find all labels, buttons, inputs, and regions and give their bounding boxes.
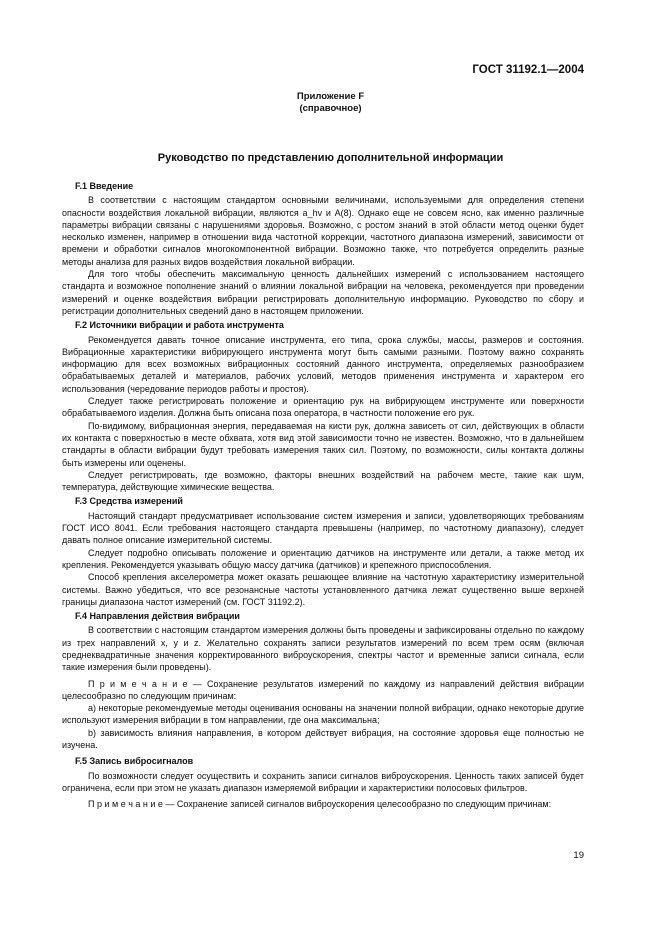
section-heading: F.2 Источники вибрации и работа инструмента bbox=[75, 320, 284, 331]
paragraph: Рекомендуется давать точное описание инструмента, его типа, срока службы, массы, размеров и состояния. Вибрационные характеристики вибрирующего инструмента могут быть самыми разными. Поэтому важно сохранять информацию для всех возможных вибрационных состояний данного инструмента, определяемых разнообразием обрабатываемых деталей и материалов, рабочих условий, методов применения инструмента и характером его использования (чередование периодов работы и простоя). bbox=[62, 334, 584, 394]
list-item: b) зависимость влияния направления, в котором действует вибрация, на состояние здоровья еще полностью не изучена. bbox=[62, 727, 584, 751]
paragraph: По возможности следует осуществить и сохранить записи сигналов виброускорения. Ценность таких записей будет ограничена, если при этом не указать диапазон измеряемой вибрации и характеристики полосовых фильтров. bbox=[62, 770, 584, 793]
appendix-header bbox=[0, 91, 661, 115]
appendix-title: Приложение F bbox=[296, 91, 365, 102]
section-heading: F.1 Введение bbox=[75, 181, 134, 191]
main-title: Руководство по представлению дополнительной информации bbox=[157, 152, 504, 164]
section-heading: F.3 Средства измерений bbox=[75, 496, 183, 507]
note: П р и м е ч а н и е — Сохранение результатов измерений по каждому из направлений действия вибрации целесообразно по следующим причинам: bbox=[62, 678, 584, 701]
list-item: a) некоторые рекомендуемые методы оценивания основаны на значении полной вибрации, однако некоторые другие используют измерения вибрации в том направлении, где она максимальна; bbox=[62, 703, 584, 726]
paragraph: По-видимому, вибрационная энергия, передаваемая на кисти рук, должна зависеть от сил, действующих в области их контакта с поверхностью в месте обхвата, хотя вид этой зависимости точно не известен. Возможно, что в дальнейшем стандарты в области вибрации будут требовать измерения таких сил. Поэтому, по возможности, силы контакта должны быть измерены или оценены. bbox=[62, 420, 584, 468]
paragraph: Следует регистрировать, где возможно, факторы внешних воздействий на рабочем месте, такие как шум, температура, действующие химические вещества. bbox=[62, 469, 584, 493]
appendix-subtitle: (справочное) bbox=[299, 103, 362, 114]
document-body bbox=[62, 178, 584, 811]
paragraph: Для того чтобы обеспечить максимальную ценность дальнейших измерений с использованием настоящего стандарта и возможное пополнение знаний о влиянии локальной вибрации на человека, рекомендуется при проведении измерений и оценке воздействия вибрации регистрировать дополнительную информацию. Руководство по сбору и регистрации дополнительных сведений дано в настоящем приложении. bbox=[62, 269, 584, 316]
section-heading: F.5 Запись виброcигналов bbox=[75, 756, 194, 767]
page-number: 19 bbox=[573, 850, 584, 861]
paragraph: В соответствии с настоящим стандартом измерения должны быть проведены и зафиксированы отдельно по каждому из трех направлений x, y и z. Желательно сохранять записи результатов измерений по всем трем осям (включая среднеквадратичные значения корректированного виброускорения, спектры частот и временные записи сигнала, если такие измерения были проведены). bbox=[62, 625, 584, 673]
paragraph: Способ крепления акселерометра может оказать решающее влияние на частотную характеристику измерительной системы. Важно убедиться, что все резонансные частоты установленного датчика лежат существенно выше верхней границы диапазона частот измерений (см. ГОСТ 31192.2). bbox=[62, 572, 584, 607]
paragraph: Следует также регистрировать положение и ориентацию рук на вибрирующем инструменте или поверхности обрабатываемого изделия. Должна быть описана поза оператора, в частности положение его рук. bbox=[62, 396, 584, 419]
paragraph: В соответствии с настоящим стандартом основными величинами, используемыми для определения степени опасности воздействия локальной вибрации, являются a_hv и A(8). Однако еще не совсем ясно, как именно различные параметры вибрации связаны с нарушениями здоровья. Возможно, с ростом знаний в этой области метод оценки будет несколько изменен, например в отношении вида частотной коррекции, частотного диапазона измерений, зависимости от времени и обработки сигналов многокомпонентной вибрации. Возможно также, что потребуется определить разные методы анализа для разных видов воздействия локальной вибрации. bbox=[62, 195, 584, 267]
paragraph: Настоящий стандарт предусматривает использование систем измерения и записи, удовлетворяющих требованиям ГОСТ ИСО 8041. Если требования настоящего стандарта превышены (например, по частотному диапазону), следует давать полное описание измерительной системы. bbox=[62, 510, 584, 546]
paragraph: Следует подробно описывать положение и ориентацию датчиков на инструменте или детали, а также метод их крепления. Рекомендуется указывать общую массу датчика (датчиков) и крепежного приспособления. bbox=[62, 547, 584, 570]
document-code: ГОСТ 31192.1—2004 bbox=[472, 64, 584, 76]
section-heading: F.4 Направления действия вибрации bbox=[75, 611, 240, 622]
note: П р и м е ч а н и е — Сохранение записей сигналов виброускорения целесообразно по следующим причинам: bbox=[88, 799, 552, 810]
